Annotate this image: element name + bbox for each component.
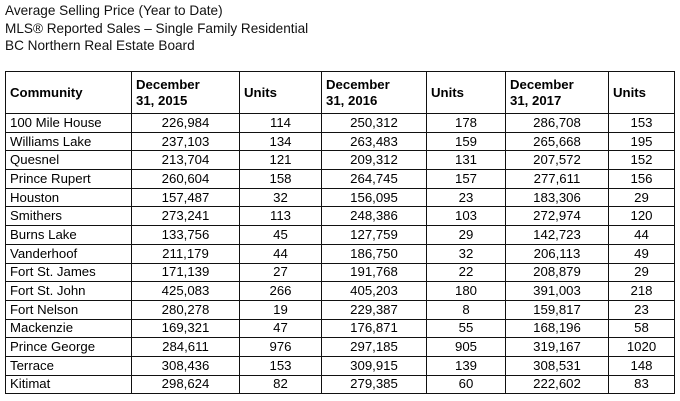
- cell-units-2017: 44: [609, 226, 675, 245]
- cell-units-2016: 139: [427, 356, 506, 375]
- cell-units-2017: 23: [609, 300, 675, 319]
- table-row: [6, 151, 675, 170]
- cell-community: Terrace: [6, 356, 132, 375]
- cell-price-2015: 226,984: [132, 114, 240, 133]
- header-units-2017: Units: [609, 72, 675, 114]
- cell-community: Williams Lake: [6, 132, 132, 151]
- cell-price-2016: 279,385: [322, 375, 427, 394]
- table-body: [6, 114, 675, 394]
- cell-units-2016: 29: [427, 226, 506, 245]
- cell-community: 100 Mile House: [6, 114, 132, 133]
- table-row: [6, 338, 675, 357]
- cell-price-2017: 207,572: [506, 151, 609, 170]
- cell-community: Vanderhoof: [6, 244, 132, 263]
- cell-units-2015: 19: [240, 300, 322, 319]
- cell-price-2015: 133,756: [132, 226, 240, 245]
- header-units-2015: Units: [240, 72, 322, 114]
- cell-community: Smithers: [6, 207, 132, 226]
- cell-units-2015: 44: [240, 244, 322, 263]
- cell-community: Prince Rupert: [6, 170, 132, 189]
- cell-price-2017: 391,003: [506, 282, 609, 301]
- cell-price-2016: 263,483: [322, 132, 427, 151]
- cell-price-2015: 213,704: [132, 151, 240, 170]
- cell-price-2016: 250,312: [322, 114, 427, 133]
- cell-units-2017: 120: [609, 207, 675, 226]
- cell-price-2017: 319,167: [506, 338, 609, 357]
- cell-price-2016: 127,759: [322, 226, 427, 245]
- cell-price-2016: 309,915: [322, 356, 427, 375]
- cell-price-2016: 405,203: [322, 282, 427, 301]
- cell-units-2015: 976: [240, 338, 322, 357]
- cell-community: Mackenzie: [6, 319, 132, 338]
- cell-units-2016: 180: [427, 282, 506, 301]
- cell-units-2017: 156: [609, 170, 675, 189]
- cell-community: Kitimat: [6, 375, 132, 394]
- cell-price-2015: 157,487: [132, 188, 240, 207]
- cell-price-2017: 265,668: [506, 132, 609, 151]
- cell-price-2017: 206,113: [506, 244, 609, 263]
- table-row: [6, 114, 675, 133]
- header-dec-2015-line1: December: [136, 76, 200, 92]
- cell-price-2015: 308,436: [132, 356, 240, 375]
- cell-units-2016: 103: [427, 207, 506, 226]
- header-dec-2017-line2: 31, 2017: [510, 92, 562, 108]
- cell-price-2015: 171,139: [132, 263, 240, 282]
- report-subtitle: MLS® Reported Sales – Single Family Residential: [5, 20, 309, 36]
- cell-price-2016: 176,871: [322, 319, 427, 338]
- cell-community: Prince George: [6, 338, 132, 357]
- cell-units-2015: 153: [240, 356, 322, 375]
- report-title: Average Selling Price (Year to Date): [5, 3, 223, 18]
- table-row: [6, 207, 675, 226]
- cell-units-2017: 29: [609, 263, 675, 282]
- cell-price-2017: 277,611: [506, 170, 609, 189]
- cell-units-2016: 905: [427, 338, 506, 357]
- cell-community: Fort Nelson: [6, 300, 132, 319]
- cell-price-2017: 142,723: [506, 226, 609, 245]
- cell-units-2017: 58: [609, 319, 675, 338]
- table-row: [6, 282, 675, 301]
- header-community: Community: [6, 72, 132, 114]
- cell-units-2016: 131: [427, 151, 506, 170]
- cell-units-2016: 32: [427, 244, 506, 263]
- cell-price-2017: 168,196: [506, 319, 609, 338]
- cell-units-2015: 32: [240, 188, 322, 207]
- header-units-2016: Units: [427, 72, 506, 114]
- cell-units-2016: 60: [427, 375, 506, 394]
- table-row: [6, 244, 675, 263]
- cell-price-2015: 211,179: [132, 244, 240, 263]
- cell-price-2015: 273,241: [132, 207, 240, 226]
- cell-price-2017: 286,708: [506, 114, 609, 133]
- cell-price-2017: 208,879: [506, 263, 609, 282]
- header-dec-2016: [322, 72, 427, 114]
- header-dec-2015-line2: 31, 2015: [136, 92, 188, 108]
- cell-community: Burns Lake: [6, 226, 132, 245]
- cell-units-2016: 55: [427, 319, 506, 338]
- header-dec-2017-line1: December: [510, 76, 574, 92]
- cell-community: Fort St. James: [6, 263, 132, 282]
- cell-community: Fort St. John: [6, 282, 132, 301]
- cell-price-2015: 169,321: [132, 319, 240, 338]
- table-row: [6, 132, 675, 151]
- cell-units-2015: 45: [240, 226, 322, 245]
- cell-price-2016: 297,185: [322, 338, 427, 357]
- table-row: [6, 226, 675, 245]
- cell-units-2017: 83: [609, 375, 675, 394]
- cell-units-2017: 29: [609, 188, 675, 207]
- cell-units-2017: 148: [609, 356, 675, 375]
- cell-price-2015: 237,103: [132, 132, 240, 151]
- cell-units-2016: 23: [427, 188, 506, 207]
- cell-units-2016: 159: [427, 132, 506, 151]
- cell-price-2016: 264,745: [322, 170, 427, 189]
- cell-price-2016: 191,768: [322, 263, 427, 282]
- cell-units-2015: 47: [240, 319, 322, 338]
- cell-community: Quesnel: [6, 151, 132, 170]
- cell-units-2017: 49: [609, 244, 675, 263]
- table-row: [6, 170, 675, 189]
- header-dec-2016-line1: December: [326, 76, 390, 92]
- cell-price-2017: 308,531: [506, 356, 609, 375]
- cell-units-2016: 8: [427, 300, 506, 319]
- cell-price-2016: 248,386: [322, 207, 427, 226]
- cell-community: Houston: [6, 188, 132, 207]
- cell-price-2016: 229,387: [322, 300, 427, 319]
- price-table: [5, 71, 675, 394]
- cell-units-2016: 22: [427, 263, 506, 282]
- table-row: [6, 263, 675, 282]
- table-row: [6, 375, 675, 394]
- cell-price-2015: 284,611: [132, 338, 240, 357]
- cell-units-2017: 218: [609, 282, 675, 301]
- table-row: [6, 188, 675, 207]
- table-row: [6, 300, 675, 319]
- table-row: [6, 319, 675, 338]
- cell-units-2017: 153: [609, 114, 675, 133]
- cell-units-2015: 114: [240, 114, 322, 133]
- cell-price-2017: 183,306: [506, 188, 609, 207]
- cell-price-2017: 159,817: [506, 300, 609, 319]
- cell-units-2015: 158: [240, 170, 322, 189]
- cell-units-2017: 195: [609, 132, 675, 151]
- cell-price-2016: 209,312: [322, 151, 427, 170]
- cell-units-2017: 152: [609, 151, 675, 170]
- cell-price-2015: 425,083: [132, 282, 240, 301]
- cell-price-2015: 260,604: [132, 170, 240, 189]
- cell-units-2016: 157: [427, 170, 506, 189]
- cell-units-2017: 1020: [609, 338, 675, 357]
- cell-price-2016: 156,095: [322, 188, 427, 207]
- cell-price-2015: 298,624: [132, 375, 240, 394]
- cell-units-2016: 178: [427, 114, 506, 133]
- table-row: [6, 356, 675, 375]
- cell-units-2015: 134: [240, 132, 322, 151]
- cell-units-2015: 113: [240, 207, 322, 226]
- cell-price-2017: 272,974: [506, 207, 609, 226]
- header-dec-2015: [132, 72, 240, 114]
- cell-units-2015: 82: [240, 375, 322, 394]
- cell-price-2015: 280,278: [132, 300, 240, 319]
- header-dec-2017: [506, 72, 609, 114]
- header-dec-2016-line2: 31, 2016: [326, 92, 378, 108]
- report-source: BC Northern Real Estate Board: [5, 38, 195, 53]
- cell-units-2015: 27: [240, 263, 322, 282]
- cell-units-2015: 121: [240, 151, 322, 170]
- table-header-row: [6, 72, 675, 114]
- report-heading: [5, 2, 308, 55]
- cell-units-2015: 266: [240, 282, 322, 301]
- cell-price-2017: 222,602: [506, 375, 609, 394]
- cell-price-2016: 186,750: [322, 244, 427, 263]
